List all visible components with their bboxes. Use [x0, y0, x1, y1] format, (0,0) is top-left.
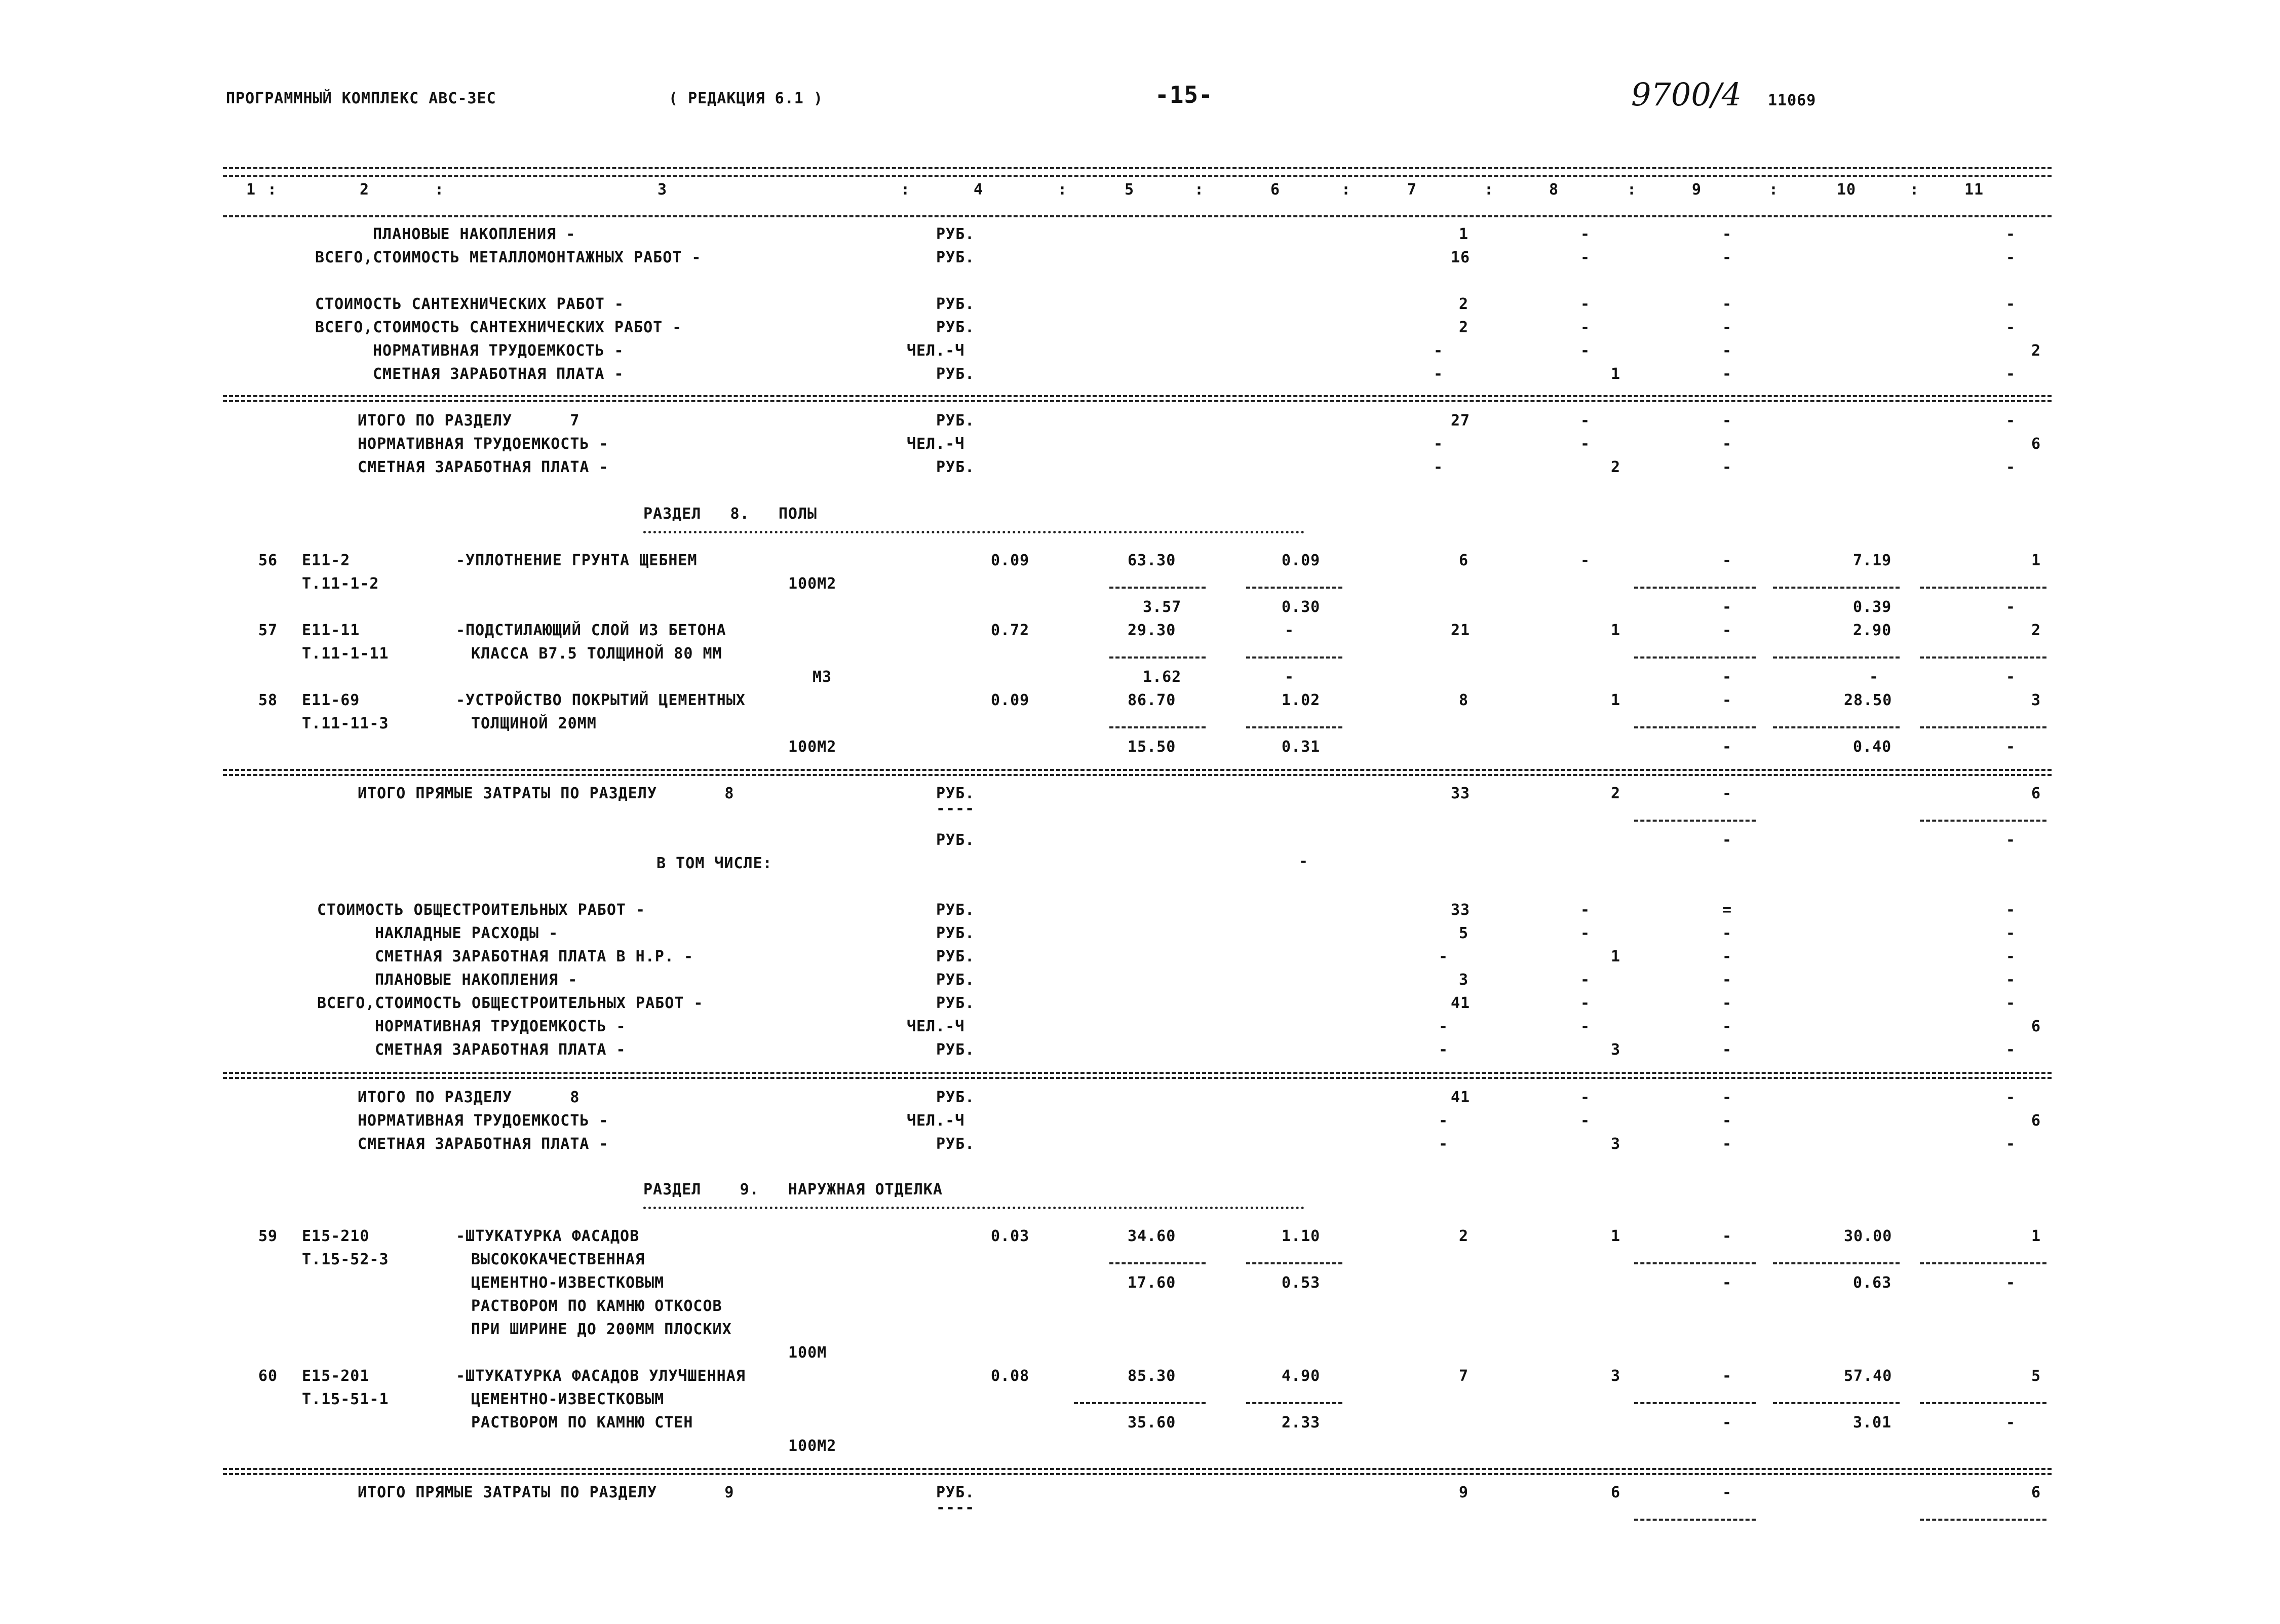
rule: [1920, 656, 2046, 659]
table-top-rule-2: [223, 175, 2052, 177]
handwritten-doc-number: 9700/4: [1631, 76, 1742, 113]
col-header-6: 6: [1270, 181, 1281, 199]
col-header-7: 7: [1407, 181, 1417, 199]
rule: [1634, 656, 1756, 659]
rule: [1634, 1519, 1756, 1521]
rule: [1773, 1402, 1900, 1404]
rule: [1634, 1402, 1756, 1404]
rule: [1920, 1262, 2046, 1264]
section9-title: РАЗДЕЛ 9. НАРУЖНАЯ ОТДЕЛКА: [643, 1181, 943, 1198]
rule: [223, 1072, 2052, 1074]
rule: [1920, 1402, 2046, 1404]
section8-title: РАЗДЕЛ 8. ПОЛЫ: [643, 505, 818, 523]
rule: [223, 1077, 2052, 1079]
rule: [223, 400, 2052, 402]
rule: [1246, 1402, 1342, 1404]
rule: [1920, 726, 2046, 728]
col-header-2: 2: [360, 181, 370, 199]
table-header-rule: [223, 215, 2052, 217]
rule: [1634, 1262, 1756, 1264]
rule: [1109, 656, 1206, 659]
rule: [1634, 726, 1756, 728]
col-header-8: 8: [1549, 181, 1559, 199]
rule: [1074, 1402, 1206, 1404]
rule: [1634, 587, 1756, 589]
rule: [1246, 587, 1342, 589]
rule: [1246, 656, 1342, 659]
row-text: ВСЕГО,СТОИМОСТЬ МЕТАЛЛОМОНТАЖНЫХ РАБОТ -: [315, 249, 702, 266]
doc-code: 11069: [1768, 92, 1817, 109]
rule: [1773, 587, 1900, 589]
rule: [1109, 1262, 1206, 1264]
table-top-rule: [223, 167, 2052, 169]
rule: [223, 769, 2052, 771]
section9-title-underline: [643, 1207, 1304, 1209]
inclusive-label: В ТОМ ЧИСЛЕ:: [656, 855, 772, 872]
rule: [223, 1473, 2052, 1475]
rule: [1773, 726, 1900, 728]
rule: [223, 1468, 2052, 1470]
col-header-10: 10: [1837, 181, 1857, 199]
rule: [223, 395, 2052, 397]
rule: [1246, 1262, 1342, 1264]
rule: [1920, 587, 2046, 589]
rule: [1773, 656, 1900, 659]
col-header-3: 3: [658, 181, 668, 199]
row-unit: РУБ.: [936, 225, 975, 243]
col-header-5: 5: [1125, 181, 1135, 199]
rule: [1109, 726, 1206, 728]
col-header-9: 9: [1692, 181, 1702, 199]
section8-title-underline: [643, 531, 1304, 533]
rule: [1920, 1519, 2046, 1521]
document-page: ПРОГРАММНЫЙ КОМПЛЕКС АВС-3ЕС ( РЕДАКЦИЯ 6.1 ) -15- 9700/4 11069 1 : 2 : 3 : 4 : 5 : 6 : 7 : 8 : 9 : 10 : 11 ПЛАНОВЫЕ НАКОПЛЕНИЯ - РУБ. 1 - - - ВСЕГО,СТОИМОСТЬ МЕТАЛЛОМОНТАЖНЫХ РАБОТ - РУБ. 16 - - - СТОИМОСТЬ САНТЕХНИЧЕСКИХ РАБОТ - РУБ. 2 - - - ВСЕГО,СТОИМОСТЬ САНТЕХНИЧЕСКИХ РАБОТ - РУБ. 2 - - - НОРМАТИВНАЯ ТРУДОЕМКОСТЬ - ЧЕЛ.-Ч - - - 2 СМЕТНАЯ ЗАРАБОТНАЯ ПЛАТА - РУБ. - 1 - - ИТОГО ПО РАЗДЕЛУ 7 РУБ. 27 - - - НОРМАТИВНАЯ ТРУДОЕМКОСТЬ - ЧЕЛ.-Ч - - - 6 СМЕТНАЯ ЗАРАБОТНАЯ ПЛАТА - РУБ. - 2 - - РАЗДЕЛ 8. ПОЛЫ 56 Е11-2 Т.11-1-2 -УПЛОТНЕНИЕ ГРУНТА ЩЕБНЕМ 100М2 0.09 63.30 0.09 3.57 0.30 6 - - - 7.19 0.39 1 - 57 Е11-11 Т.11-1-11 -ПОДСТИЛАЮЩИЙ СЛОЙ ИЗ БЕТОНА КЛАССА В7.5 ТОЛЩИНОЙ 80 ММ М3 0.72 29.30 - 1.62 - 21 1 - - 2.90 - 2 - 58 Е11-69 Т.11-11-3 -УСТРОЙСТВО ПОКРЫТИЙ ЦЕМЕНТНЫХ ТОЛЩИНОЙ 20ММ 100М2 0.09 86.70 1.02 15.50 0.31 8 1 - - 28.50 0.40 3 - ИТОГО ПРЯМЫЕ ЗАТРАТЫ ПО РАЗДЕЛУ 8 РУБ. ---- РУБ. 33 2 - - 6 - - В ТОМ ЧИСЛЕ: СТОИМОСТЬ ОБЩЕСТРОИТЕЛЬНЫХ РАБОТ - РУБ. 33 - = - НАКЛАДНЫЕ РАСХОДЫ - РУБ. 5 - - - СМЕТНАЯ ЗАРАБОТНАЯ ПЛАТА В Н.Р. - РУБ. - 1 - - ПЛАНОВЫЕ НАКОПЛЕНИЯ - РУБ. 3 - - - ВСЕГО,СТОИМОСТЬ ОБЩЕСТРОИТЕЛЬНЫХ РАБОТ - РУБ. 41 - - - НОРМАТИВНАЯ ТРУДОЕМКОСТЬ - ЧЕЛ.-Ч - - - 6 СМЕТНАЯ ЗАРАБОТНАЯ ПЛАТА - РУБ. - 3 - - ИТОГО ПО РАЗДЕЛУ 8 РУБ. 41 - - - НОРМАТИВНАЯ ТРУДОЕМКОСТЬ - ЧЕЛ.-Ч - - - 6 СМЕТНАЯ ЗАРАБОТНАЯ ПЛАТА - РУБ. - 3 - - РАЗДЕЛ 9. НАРУЖНАЯ ОТДЕЛКА 59 Е15-210 Т.15-52-3 -ШТУКАТУРКА ФАСАДОВ ВЫСОКОКАЧЕСТВЕННАЯ ЦЕМЕНТНО-ИЗВЕСТКОВЫМ РАСТВОРОМ ПО КАМНЮ ОТКОСОВ ПРИ ШИРИНЕ ДО 200ММ ПЛОСКИХ 100М 0.03 34.60 1.10 17.60 0.53 2 1 - - 30.00 0.63 1 - 60 Е15-201 Т.15-51-1 -ШТУКАТУРКА ФАСАДОВ УЛУЧШЕННАЯ ЦЕМЕНТНО-ИЗВЕСТКОВЫМ РАСТВОРОМ ПО КАМНЮ СТЕН 100М2 0.08 85.30 4.90 35.60 2.33 7 3 - - 57.40 3.01 5 - ИТОГО ПРЯМЫЕ ЗАТРАТЫ ПО РАЗДЕЛУ 9 РУБ. ---- 9 6 - 6: [0, 0, 2280, 1624]
col-header-4: 4: [974, 181, 984, 199]
rule: [1773, 1262, 1900, 1264]
rule: [1634, 820, 1756, 822]
program-name: ПРОГРАММНЫЙ КОМПЛЕКС АВС-3ЕС: [226, 90, 496, 107]
rule: [1920, 820, 2046, 822]
rule: [223, 774, 2052, 776]
col-header-11: 11: [1964, 181, 1984, 199]
rule: [1109, 587, 1206, 589]
program-version: ( РЕДАКЦИЯ 6.1 ): [669, 90, 823, 107]
row-text: ПЛАНОВЫЕ НАКОПЛЕНИЯ -: [373, 225, 576, 243]
col-header-1: 1: [246, 181, 256, 199]
rule: [1246, 726, 1342, 728]
page-number: -15-: [1155, 81, 1213, 108]
